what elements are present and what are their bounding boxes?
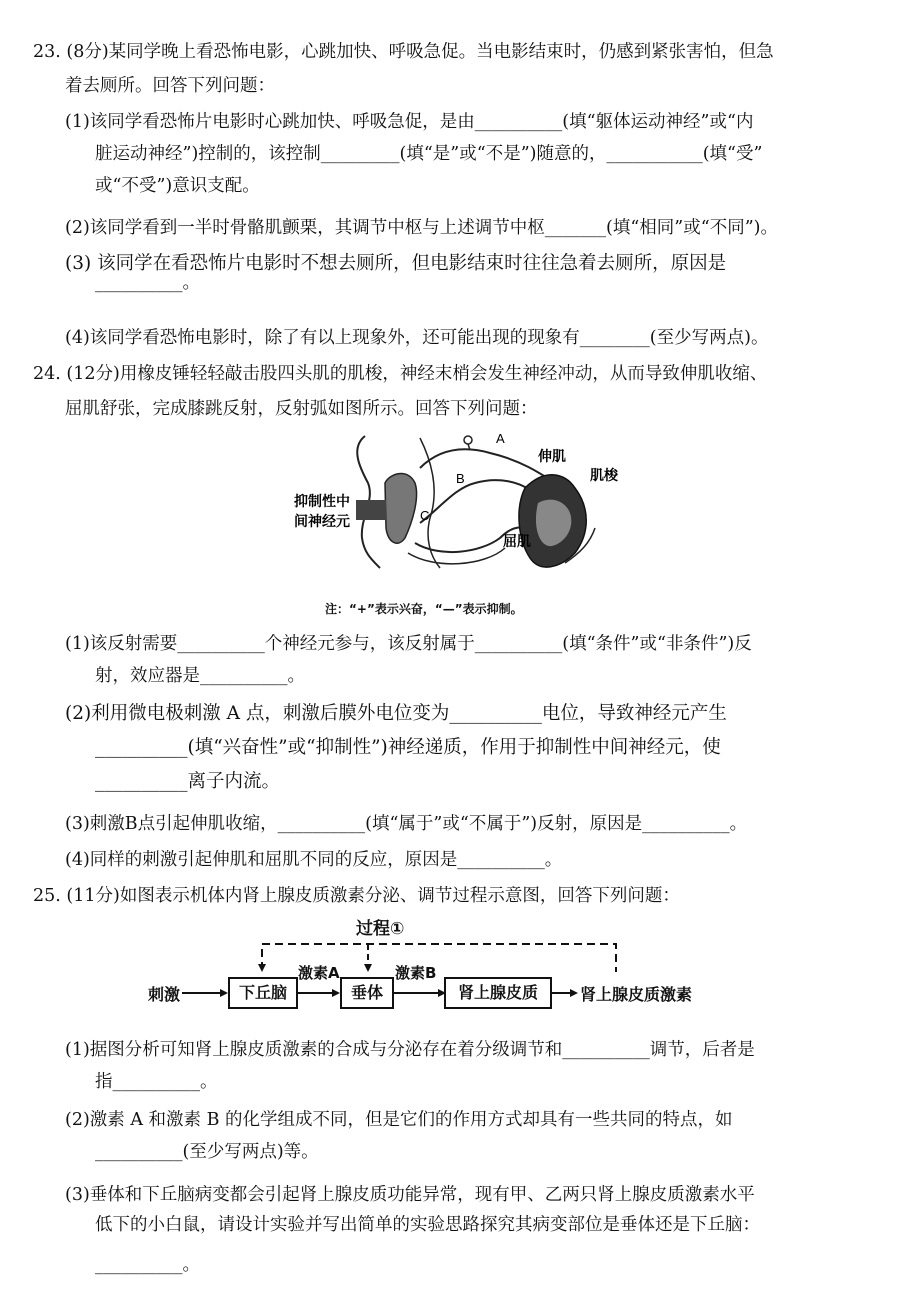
q24-stem-line-2: 屈肌舒张，完成膝跳反射，反射弧如图所示。回答下列问题： bbox=[65, 399, 538, 419]
hypothalamus-box: 下丘脑 bbox=[228, 977, 298, 1009]
label-a: A bbox=[496, 431, 505, 446]
grey-matter bbox=[385, 474, 417, 544]
figure-note: 注：“+”表示兴奋，“—”表示抑制。 bbox=[325, 602, 523, 616]
q24-part1-line-1: (1)该反射需要__________个神经元参与，该反射属于__________(填“条件”或“非条件”)反 bbox=[65, 634, 752, 654]
q24-part3: (3)刺激B点引起伸肌收缩，__________(填“属于”或“不属于”)反射，原因是__________。 bbox=[65, 814, 748, 834]
q25-part2-line-2: __________(至少写两点)等。 bbox=[95, 1142, 319, 1162]
q25-part2-line-1: (2)激素 A 和激素 B 的化学组成不同，但是它们的作用方式却具有一些共同的特点，如 bbox=[65, 1110, 733, 1130]
label-interneuron-line-2: 间神经元 bbox=[294, 514, 350, 530]
q25-part1-line-1: (1)据图分析可知肾上腺皮质激素的合成与分泌存在着分级调节和__________调节，后者是 bbox=[65, 1040, 755, 1060]
arrowhead-output bbox=[570, 989, 578, 997]
label-flexor: 屈肌 bbox=[503, 534, 531, 550]
stimulus-label: 刺激 bbox=[148, 985, 181, 1004]
label-muscle-spindle: 肌梭 bbox=[590, 468, 618, 484]
output-label: 肾上腺皮质激素 bbox=[580, 985, 693, 1004]
q24-part2-line-1: (2)利用微电极刺激 A 点，刺激后膜外电位变为__________电位，导致神经元产生 bbox=[65, 703, 727, 724]
pituitary-box: 垂体 bbox=[340, 977, 394, 1009]
q24-part2-line-3: __________离子内流。 bbox=[95, 771, 281, 792]
q23-stem-line-1: 23. (8分)某同学晚上看恐怖电影，心跳加快、呼吸急促。当电影结束时，仍感到紧张害怕，但急 bbox=[33, 42, 774, 62]
label-b: B bbox=[456, 471, 465, 486]
label-interneuron-line-1: 抑制性中 bbox=[294, 494, 350, 510]
q24-part2-line-2: __________(填“兴奋性”或“抑制性”)神经递质，作用于抑制性中间神经元，使 bbox=[95, 737, 721, 758]
q23-stem-line-2: 着去厕所。回答下列问题： bbox=[65, 76, 275, 96]
point-a-marker bbox=[464, 436, 472, 444]
q23-part1-line-1: (1)该同学看恐怖片电影时心跳加快、呼吸急促，是由__________(填“躯体运动神经”或“内 bbox=[65, 112, 754, 132]
nerve-outline-lower bbox=[408, 548, 505, 564]
q23-part1-line-2: 脏运动神经”)控制的，该控制_________(填“是”或“不是”)随意的，___________(填“受” bbox=[95, 144, 763, 164]
hormone-a-label: 激素A bbox=[298, 964, 340, 982]
arrowhead-to-pituitary bbox=[364, 964, 372, 972]
q23-part3-line-1: (3) 该同学在看恐怖片电影时不想去厕所，但电影结束时往往急着去厕所，原因是 bbox=[65, 253, 727, 274]
q24-stem-line-1: 24. (12分)用橡皮锤轻轻敲击股四头肌的肌梭，神经末梢会发生神经冲动，从而导致伸肌收缩、 bbox=[33, 364, 768, 384]
q24-part1-line-2: 射，效应器是__________。 bbox=[95, 666, 305, 686]
q23-part4: (4)该同学看恐怖电影时，除了有以上现象外，还可能出现的现象有________(至少写两点)。 bbox=[65, 328, 769, 348]
hormone-b-label: 激素B bbox=[395, 964, 437, 982]
sensory-neuron-a bbox=[420, 449, 555, 483]
q23-part1-line-3: 或“不受”)意识支配。 bbox=[95, 176, 260, 196]
reflex-arc-figure bbox=[290, 428, 630, 578]
label-c: C bbox=[420, 508, 430, 523]
q25-part3-line-3: __________。 bbox=[95, 1255, 200, 1275]
arrowhead-to-hypothalamus bbox=[258, 964, 266, 972]
q24-part4: (4)同样的刺激引起伸肌和屈肌不同的反应，原因是__________。 bbox=[65, 850, 563, 870]
adrenal-cortex-box: 肾上腺皮质 bbox=[444, 977, 552, 1009]
arrowhead-stimulus bbox=[220, 989, 228, 997]
q25-part3-line-1: (3)垂体和下丘脑病变都会引起肾上腺皮质功能异常，现有甲、乙两只肾上腺皮质激素水平 bbox=[65, 1185, 755, 1205]
arrowhead-hormone-a bbox=[332, 989, 340, 997]
process-label: 过程① bbox=[356, 919, 405, 939]
label-extensor: 伸肌 bbox=[538, 449, 566, 465]
q23-part2: (2)该同学看到一半时骨骼肌颤栗，其调节中枢与上述调节中枢_______(填“相同”或“不同”)。 bbox=[65, 218, 778, 238]
q23-part3-line-2: __________。 bbox=[95, 273, 200, 293]
q25-stem: 25. (11分)如图表示机体内肾上腺皮质激素分泌、调节过程示意图，回答下列问题： bbox=[33, 886, 680, 906]
interneuron-body bbox=[356, 500, 386, 520]
motor-neuron-b bbox=[420, 480, 530, 523]
q25-part1-line-2: 指__________。 bbox=[95, 1072, 218, 1092]
q25-part3-line-2: 低下的小白鼠，请设计实验并写出简单的实验思路探究其病变部位是垂体还是下丘脑： bbox=[95, 1215, 760, 1235]
